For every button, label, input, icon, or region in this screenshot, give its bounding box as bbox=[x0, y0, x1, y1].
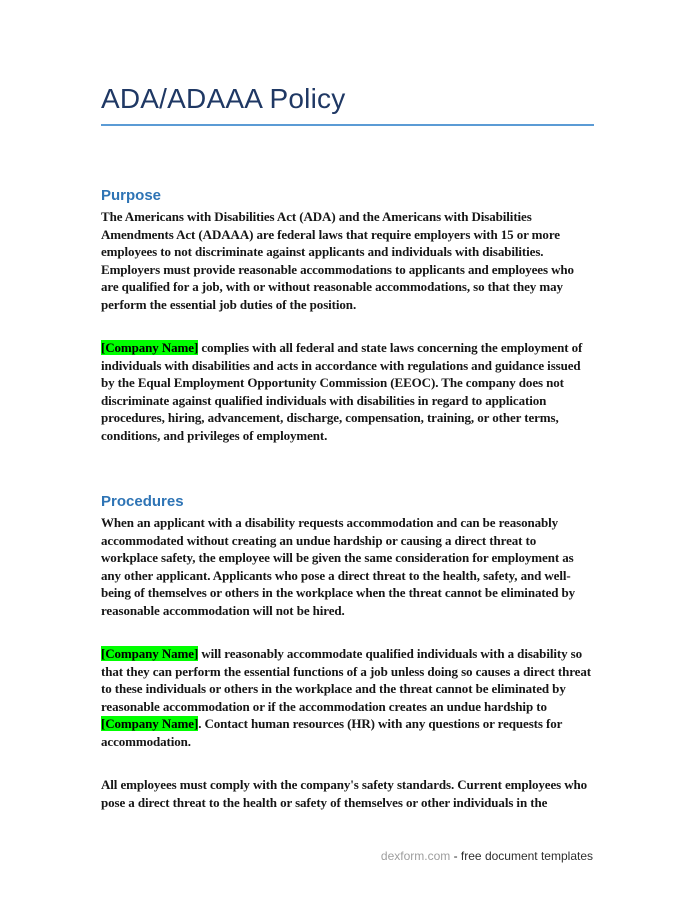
document-sections bbox=[101, 186, 594, 811]
text-run: When an applicant with a disability requests accommodation and can be reasonably accommodated without creating an undue hardship or causing a direct threat to workplace safety, the employee will be given the same consideration for employment as any other applicant. Applicants who pose a direct threat to the health, safety, and well-being of themselves or others in the workplace when the threat cannot be eliminated by reasonable accommodation will not be hired. bbox=[101, 515, 576, 618]
page-footer bbox=[381, 849, 593, 863]
paragraph bbox=[101, 339, 594, 444]
section-heading: Procedures bbox=[101, 493, 184, 510]
paragraph bbox=[101, 514, 594, 619]
section-purpose bbox=[101, 186, 594, 444]
paragraph bbox=[101, 776, 594, 811]
section-procedures bbox=[101, 492, 594, 811]
paragraph bbox=[101, 645, 594, 750]
document-content bbox=[101, 0, 594, 811]
text-run: All employees must comply with the company's safety standards. Current employees who pose a direct threat to the health or safety of themselves or other individuals in the bbox=[101, 777, 588, 810]
footer-tagline: - free document templates bbox=[450, 849, 593, 863]
title-rule bbox=[101, 124, 594, 126]
company-name-placeholder: [Company Name] bbox=[101, 646, 199, 661]
company-name-placeholder: [Company Name] bbox=[101, 716, 199, 731]
company-name-placeholder: [Company Name] bbox=[101, 340, 199, 355]
text-run: will reasonably accommodate qualified individuals with a disability so that they can perform the essential functions of a job unless doing so causes a direct threat to these individuals or others in the workplace and the threat cannot be eliminated by reasonable accommodation or if the accommodation creates an undue hardship to bbox=[101, 646, 591, 714]
text-run: complies with all federal and state laws concerning the employment of individuals with disabilities and acts in accordance with regulations and guidance issued by the Equal Employment Opportunity Commission (EEOC). The company does not discriminate against qualified individuals with disabilities in regard to application procedures, hiring, advancement, discharge, compensation, training, or other terms, conditions, and privileges of employment. bbox=[101, 340, 583, 443]
footer-brand: dexform.com bbox=[380, 849, 451, 863]
document-title: ADA/ADAAA Policy bbox=[101, 83, 346, 114]
paragraph bbox=[101, 208, 594, 313]
text-run: . Contact human resources (HR) with any questions or requests for accommodation. bbox=[101, 716, 563, 749]
text-run: The Americans with Disabilities Act (ADA) and the Americans with Disabilities Amendments Act (ADAAA) are federal laws that require employers with 15 or more employees to not discriminate against applicants and individuals with disabilities. Employers must provide reasonable accommodations to applicants and employees who are qualified for a job, with or without reasonable accommodations, so that they may perform the essential job duties of the position. bbox=[101, 209, 574, 312]
section-heading: Purpose bbox=[101, 187, 162, 204]
